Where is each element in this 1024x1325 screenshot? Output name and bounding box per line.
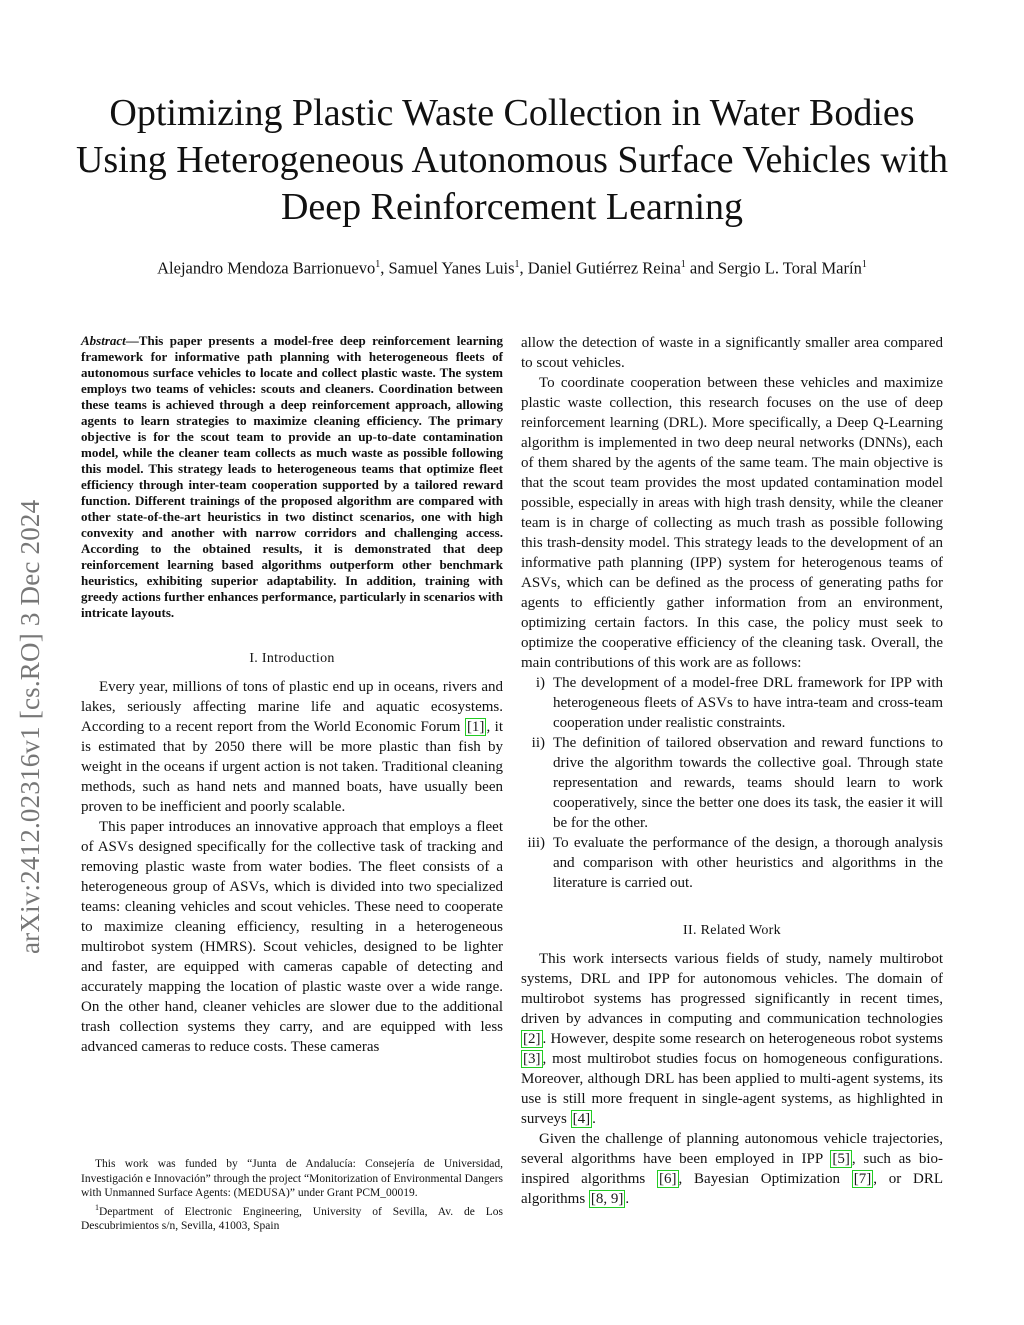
- citation-link[interactable]: [6]: [659, 1171, 677, 1187]
- intro-paragraph-continued: allow the detection of waste in a significantly smaller area compared to scout vehicles.: [521, 335, 943, 371]
- list-item: [521, 733, 943, 833]
- list-item: [521, 673, 943, 733]
- abstract-label: Abstract: [81, 333, 126, 348]
- citation-link[interactable]: [5]: [832, 1151, 850, 1167]
- abstract-dash: —: [125, 333, 139, 348]
- affiliation-footnote: [81, 1201, 503, 1234]
- section-heading-introduction: I. Introduction: [249, 651, 335, 666]
- paper-title: Optimizing Plastic Waste Collection in Water Bodies Using Heterogeneous Autonomous Surface Vehicles with Deep Reinforcement Learning: [75, 92, 949, 228]
- author-list: [40, 254, 984, 280]
- left-column: [81, 333, 503, 1057]
- intro-paragraph: This paper introduces an innovative approach that employs a fleet of ASVs designed specifically for the collective task of tracking and removing plastic waste from water bodies. The fleet consists of a heterogeneous group of ASVs, which is divided into two specialized teams: cleaning vehicles and scout vehicles. These need to cooperate to maximize cleaning efficiency, resulting in a heterogeneous multirobot system (HMRS). Scout vehicles, designed to be lighter and faster, are equipped with cameras capable of detecting and accurately mapping the location of plastic waste over a wide range. On the other hand, cleaner vehicles are slower due to the additional trash collection systems they carry, and are equipped with less advanced cameras to reduce costs. These cameras: [81, 819, 503, 1055]
- text-run: . However, despite some research on heterogeneous robot systems: [542, 1031, 943, 1047]
- text-run: , or DRL algorithms: [521, 1171, 943, 1207]
- citation-link[interactable]: [4]: [572, 1111, 591, 1127]
- text-run: , such as bio-inspired algorithms: [521, 1151, 943, 1187]
- funding-footnote: This work was funded by “Junta de Andalucía: Consejería de Universidad, Investigación e Innovación” through the project “Monitorization of Environmental Dangers with Unmanned Surface Agents: (MEDUSA)” under Grant PCM_00019.: [81, 1158, 503, 1199]
- author-separator: and: [685, 258, 718, 278]
- right-column: [521, 333, 943, 1209]
- list-number: iii): [527, 835, 545, 851]
- intro-paragraph: To coordinate cooperation between these vehicles and maximize plastic waste collection, this research focuses on the use of deep reinforcement learning (DRL). More specifically, a Deep Q-Learning algorithm is implemented in two deep neural networks (DNNs), each of them shared by the agents of the same team. The main objective is that the scout team provides the most updated contamination model possible, especially in areas with high trash density, while the cleaner team is in charge of collecting as much trash as possible following this trash-density model. This strategy leads to the development of an informative path planning (IPP) system for heterogenous teams of ASVs, which can be defined as the process of generating paths for agents to efficiently gather information from an environment, optimizing certain factors. In this case, the policy must seek to optimize the cooperative efficiency of the cleaning task. Overall, the main contributions of this work are as follows:: [521, 375, 943, 671]
- author-name: Sergio L. Toral Marín: [717, 258, 862, 278]
- footnotes: [81, 1157, 503, 1233]
- citation-link[interactable]: [3]: [523, 1051, 541, 1067]
- text-run: .: [592, 1111, 596, 1127]
- intro-paragraph: [81, 677, 503, 817]
- list-number: ii): [531, 735, 545, 751]
- list-text: To evaluate the performance of the design, a thorough analysis and comparison with other heuristics and algorithms in the literature is carried out.: [553, 835, 943, 891]
- text-run: , it is estimated that by 2050 there will be more plastic than fish by weight in the oceans if urgent action is not taken. Traditional cleaning methods, such as hand nets and manned boats, have usually been proven to be inefficient and poorly scalable.: [81, 719, 503, 815]
- affiliation-mark: 1: [680, 259, 686, 270]
- author-name: Alejandro Mendoza Barrionuevo: [157, 258, 376, 278]
- related-paragraph: [521, 1129, 943, 1209]
- text-run: Every year, millions of tons of plastic end up in oceans, rivers and lakes, seriously affecting marine life and aquatic ecosystems. According to a recent report from the World Economic Forum: [81, 679, 503, 735]
- section-heading-related-work: II. Related Work: [683, 923, 781, 938]
- author-separator: ,: [380, 258, 389, 278]
- citation-link[interactable]: [1]: [466, 719, 485, 735]
- affiliation-mark: 1: [375, 259, 381, 270]
- citation-link[interactable]: [2]: [523, 1031, 541, 1047]
- text-run: This work intersects various fields of study, namely multirobot systems, DRL and IPP for autonomous vehicles. The domain of multirobot systems has progressed significantly in recent times, driven by advances in computing and communication technologies: [521, 951, 943, 1027]
- author-separator: ,: [519, 258, 528, 278]
- citation-link[interactable]: [8, 9]: [590, 1191, 624, 1207]
- text-run: Given the challenge of planning autonomous vehicle trajectories, several algorithms have been employed in IPP: [521, 1131, 943, 1167]
- text-run: .: [625, 1191, 630, 1207]
- author-name: Samuel Yanes Luis: [388, 258, 515, 278]
- text-run: , most multirobot studies focus on homogeneous configurations. Moreover, although DRL has been applied to multi-agent systems, its use is still more frequent in single-agent systems, as highlighted in surveys: [521, 1051, 943, 1127]
- list-number: i): [535, 675, 545, 691]
- text-run: , Bayesian Optimization: [678, 1171, 852, 1187]
- arxiv-stamp: arXiv:2412.02316v1 [cs.RO] 3 Dec 2024: [15, 499, 45, 954]
- list-item: [521, 833, 943, 893]
- list-text: The definition of tailored observation and reward functions to drive the algorithm towards the collective goal. Through state representation and rewards, teams should learn to work cooperatively, since the better one does its task, the easier it will be for the other.: [553, 735, 943, 831]
- related-paragraph: [521, 949, 943, 1129]
- text-run: Department of Electronic Engineering, University of Sevilla, Av. de Los Descubrimientos s/n, Sevilla, 41003, Spain: [81, 1205, 503, 1232]
- affiliation-mark: 1: [861, 259, 867, 270]
- author-name: Daniel Gutiérrez Reina: [527, 258, 681, 278]
- abstract-text: This paper presents a model-free deep reinforcement learning framework for informative path planning with heterogeneous fleets of autonomous surface vehicles to locate and collect plastic waste. The system employs two teams of vehicles: scouts and cleaners. Coordination between these teams is achieved through a deep reinforcement approach, allowing agents to learn strategies to maximize cleaning efficiency. The primary objective is for the scout team to provide an up-to-date contamination model, while the cleaner team collects as much waste as possible following this model. This strategy leads to heterogeneous teams that optimize fleet efficiency through inter-team cooperation supported by a tailored reward function. Different trainings of the proposed algorithm are compared with other state-of-the-art heuristics in two distinct scenarios, one with high convexity and another with narrow corridors and challenging access. According to the obtained results, it is demonstrated that deep reinforcement learning based algorithms outperform other benchmark heuristics, exhibiting superior adaptability. In addition, training with greedy actions further enhances performance, particularly in scenarios with intricate layouts.: [81, 333, 503, 620]
- affiliation-mark: 1: [95, 1202, 99, 1212]
- citation-link[interactable]: [7]: [853, 1171, 872, 1187]
- abstract: [81, 333, 503, 621]
- list-text: The development of a model-free DRL framework for IPP with heterogeneous fleets of ASVs to have intra-team and cross-team cooperation under realistic constraints.: [553, 675, 943, 731]
- affiliation-mark: 1: [514, 259, 520, 270]
- contributions-list: [521, 673, 943, 893]
